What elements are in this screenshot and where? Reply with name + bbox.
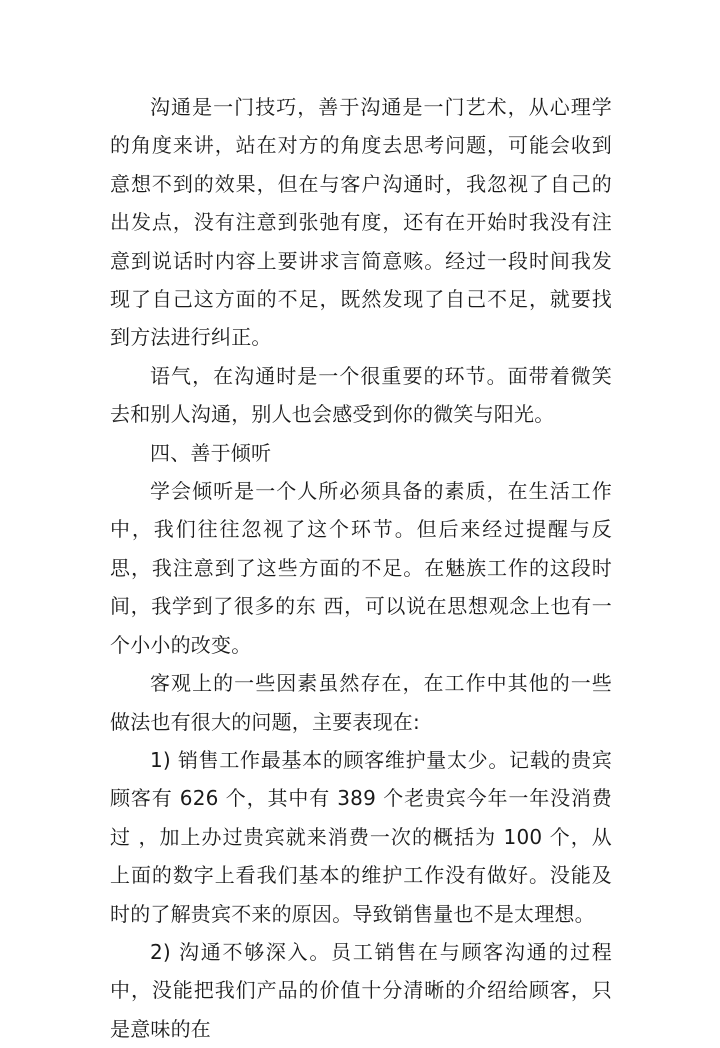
paragraph-tone: 语气，在沟通时是一个很重要的环节。面带着微笑去和别人沟通，别人也会感受到你的微笑与阳光。 [110,363,612,427]
document-body [110,88,612,1048]
paragraph-listening: 学会倾听是一个人所必须具备的素质，在生活工作中，我们往往忽视了这个环节。但后来经过提醒与反思，我注意到了这些方面的不足。在魅族工作的这段时间，我学到了很多的东 西，可以说在思想观念上也有一个小小的改变。 [110,479,612,657]
paragraph-problems-intro: 客观上的一些因素虽然存在，在工作中其他的一些做法也有很大的问题，主要表现在: [110,671,612,734]
list-item-communication-depth: 2) 沟通不够深入。员工销售在与顾客沟通的过程中，没能把我们产品的价值十分清晰的介绍给顾客，只是意味的在 [110,939,613,1041]
paragraph-communication-skill: 沟通是一门技巧，善于沟通是一门艺术，从心理学的角度来讲，站在对方的角度去思考问题，可能会收到意想不到的效果，但在与客户沟通时，我忽视了自己的出发点，没有注意到张弛有度，还有在开始时我没有注意到说话时内容上要讲求言简意赅。经过一段时间我发现了自己这方面的不足，既然发现了自己不足，就要找到方法进行纠正。 [110,95,612,350]
section-heading-listening: 四、善于倾听 [150,440,272,465]
list-item-customer-maintenance: 1) 销售工作最基本的顾客维护量太少。记载的贵宾顾客有 626 个，其中有 389 个老贵宾今年一年没消费过 ，加上办过贵宾就来消费一次的概括为 100 个，从上面的数字上看我们基本的维护工作没有做好。没能及时的了解贵宾不来的原因。导致销售量也不是太理想。 [110,747,612,926]
